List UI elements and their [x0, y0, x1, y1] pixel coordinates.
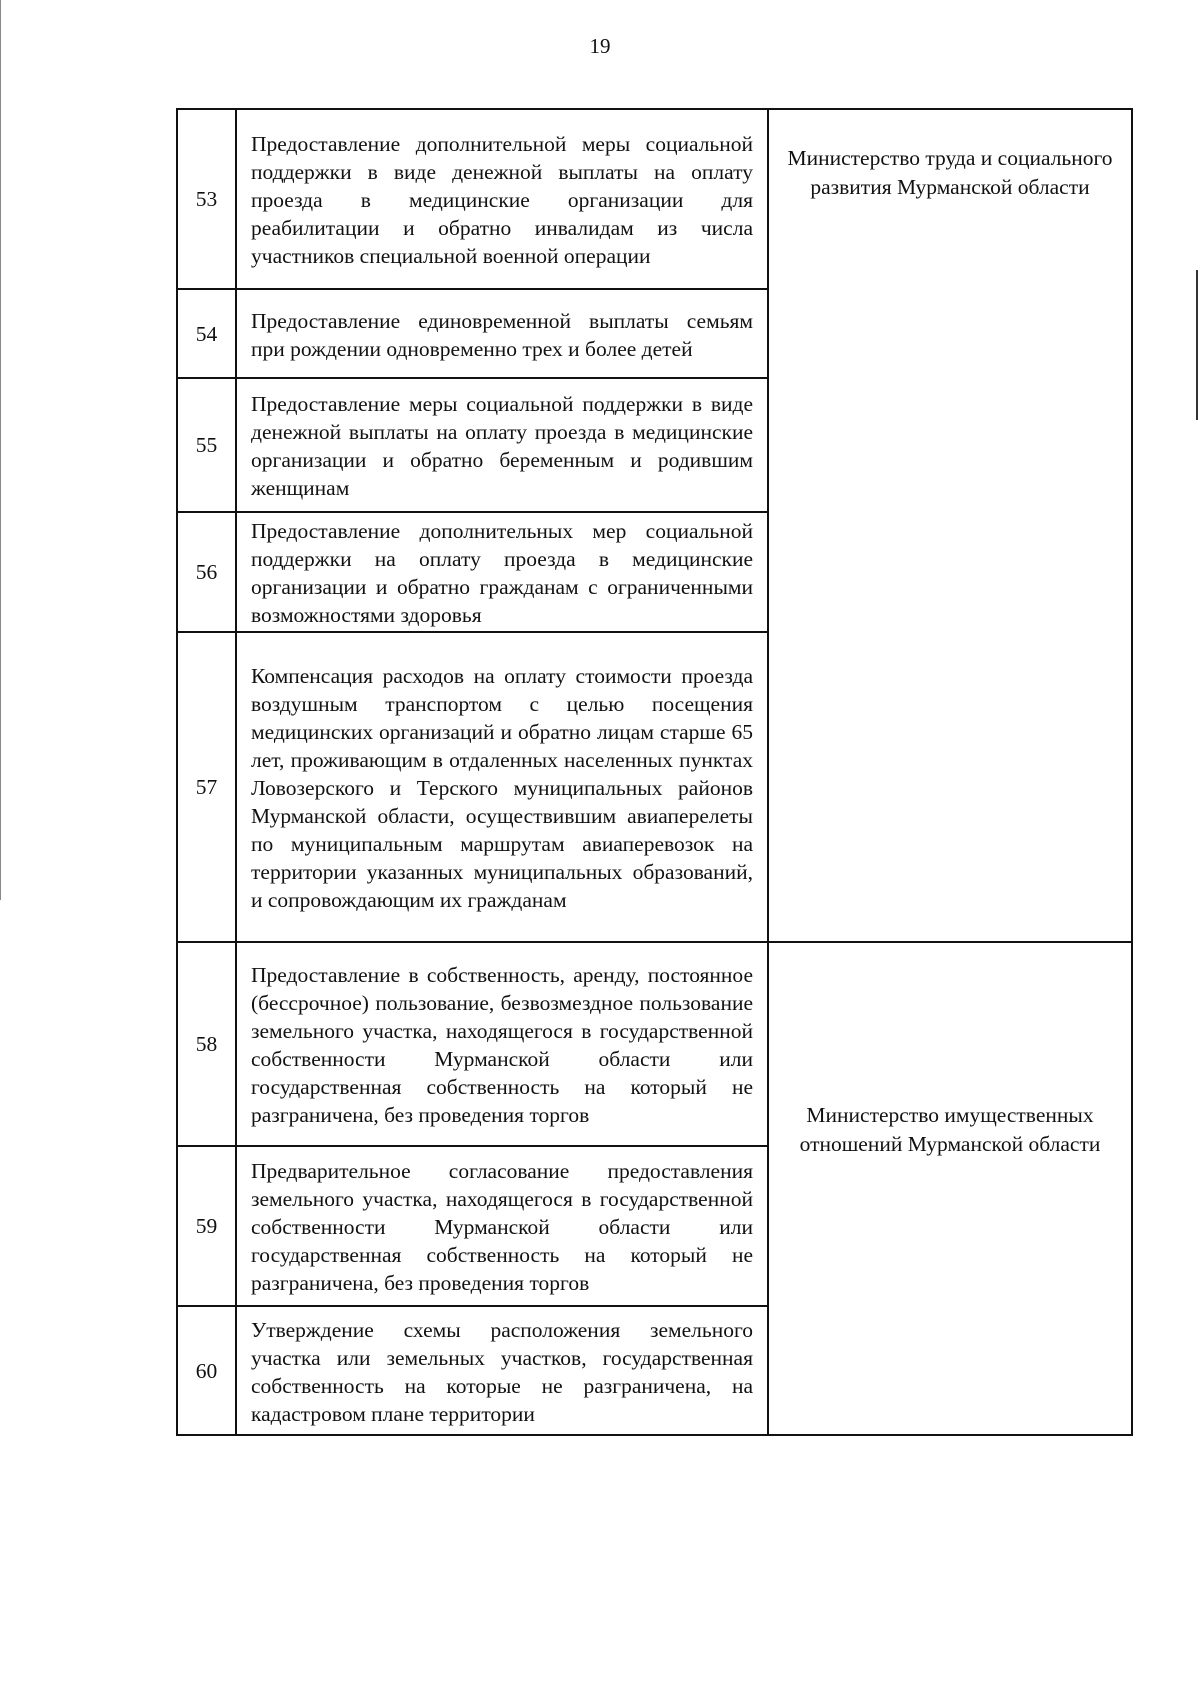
responsible-organization: Министерство труда и социального развития Мурманской области [768, 109, 1132, 942]
row-number: 59 [177, 1146, 236, 1306]
row-number: 55 [177, 378, 236, 512]
responsible-organization: Министерство имущественных отношений Мурманской области [768, 942, 1132, 1435]
row-number: 60 [177, 1306, 236, 1435]
service-description: Компенсация расходов на оплату стоимости проезда воздушным транспортом с целью посещения медицинских организаций и обратно лицам старше 65 лет, проживающим в отдаленных населенных пунктах Ловозерского и Терского муниципальных районов Мурманской области, осуществившим авиаперелеты по муниципальным маршрутам авиаперевозок на территории указанных муниципальных образований, и сопровождающим их гражданам [236, 632, 768, 942]
service-description: Предоставление дополнительной меры социальной поддержки в виде денежной выплаты на оплату проезда в медицинские организации для реабилитации и обратно инвалидам из числа участников специальной военной операции [236, 109, 768, 289]
service-description: Предоставление меры социальной поддержки в виде денежной выплаты на оплату проезда в медицинские организации и обратно беременным и родившим женщинам [236, 378, 768, 512]
row-number: 57 [177, 632, 236, 942]
services-table [176, 108, 1133, 1436]
row-number: 54 [177, 289, 236, 378]
service-description: Предоставление единовременной выплаты семьям при рождении одновременно трех и более детей [236, 289, 768, 378]
row-number: 53 [177, 109, 236, 289]
scan-edge-mark [1196, 270, 1198, 420]
row-number: 58 [177, 942, 236, 1146]
row-number: 56 [177, 512, 236, 632]
service-description: Утверждение схемы расположения земельного участка или земельных участков, государственная собственность на которые не разграничена, на кадастровом плане территории [236, 1306, 768, 1435]
service-description: Предоставление в собственность, аренду, постоянное (бессрочное) пользование, безвозмездное пользование земельного участка, находящегося в государственной собственности Мурманской области или государственная собственность на который не разграничена, без проведения торгов [236, 942, 768, 1146]
service-description: Предварительное согласование предоставления земельного участка, находящегося в государственной собственности Мурманской области или государственная собственность на который не разграничена, без проведения торгов [236, 1146, 768, 1306]
table-row [177, 942, 1132, 1146]
scan-edge-mark [0, 0, 1, 900]
page-number: 19 [589, 34, 611, 58]
service-description: Предоставление дополнительных мер социальной поддержки на оплату проезда в медицинские организации и обратно гражданам с ограниченными возможностями здоровья [236, 512, 768, 632]
table-row [177, 109, 1132, 289]
